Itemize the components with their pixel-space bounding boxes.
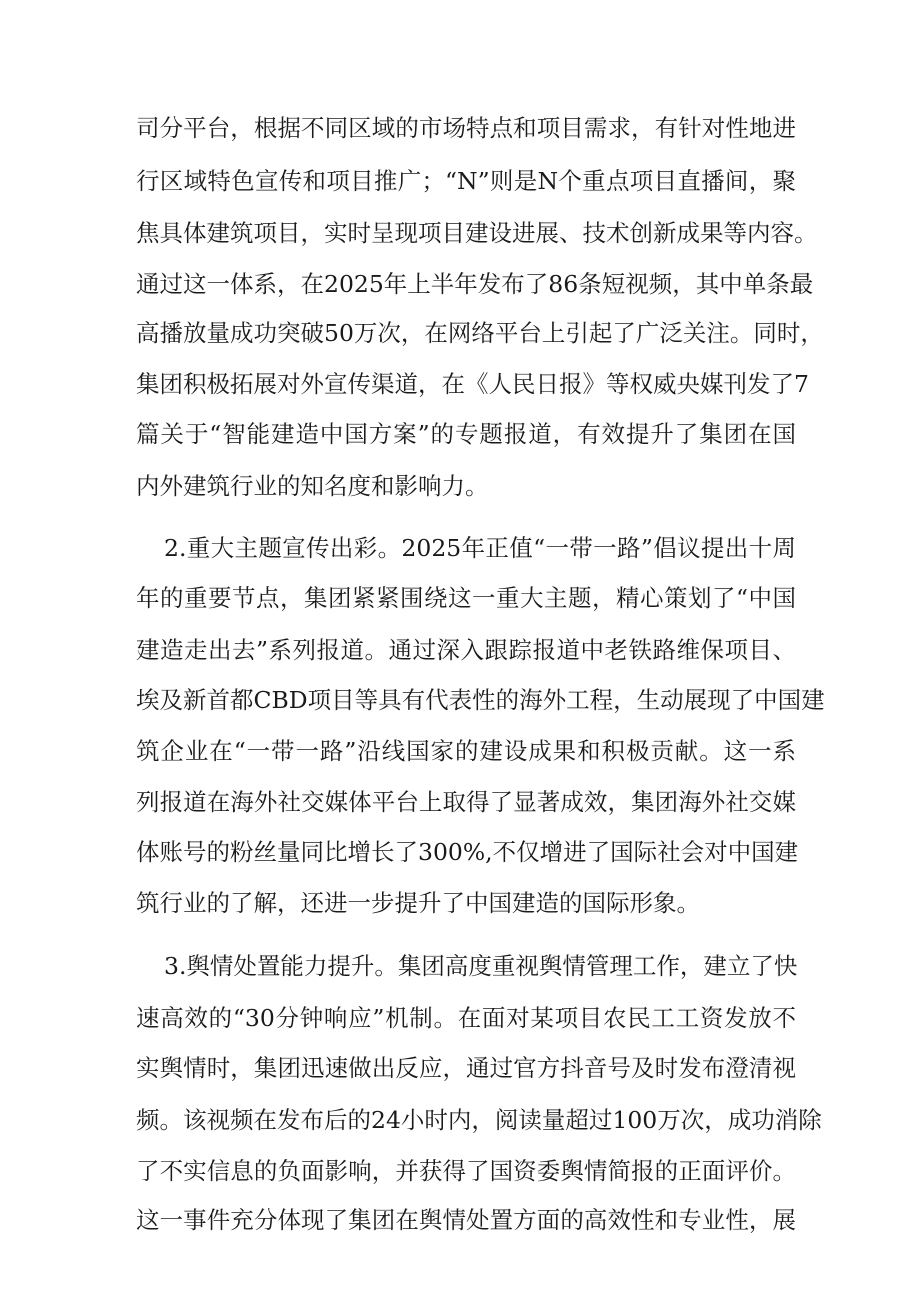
text-line: 高播放量成功突破50万次，在网络平台上引起了广泛关注。同时， xyxy=(136,319,824,347)
text-line: 篇关于“智能建造中国方案”的专题报道，有效提升了集团在国 xyxy=(136,420,796,448)
text-line: 这一事件充分体现了集团在舆情处置方面的高效性和专业性，展 xyxy=(136,1206,796,1234)
text-line: 筑行业的了解，还进一步提升了中国建造的国际形象。 xyxy=(136,889,700,917)
text-line: 筑企业在“一带一路”沿线国家的建设成果和积极贡献。这一系 xyxy=(136,737,796,765)
text-line: 2.重大主题宣传出彩。2025年正值“一带一路”倡议提出十周 xyxy=(164,534,796,562)
text-line: 了不实信息的负面影响，并获得了国资委舆情简报的正面评价。 xyxy=(136,1157,796,1185)
text-line: 通过这一体系，在2025年上半年发布了86条短视频，其中单条最 xyxy=(136,270,814,298)
text-line: 司分平台，根据不同区域的市场特点和项目需求，有针对性地进 xyxy=(136,114,796,142)
text-line: 实舆情时，集团迅速做出反应，通过官方抖音号及时发布澄清视 xyxy=(136,1054,796,1082)
text-line: 集团积极拓展对外宣传渠道，在《人民日报》等权威央媒刊发了7 xyxy=(136,370,809,398)
text-line: 速高效的“30分钟响应”机制。在面对某项目农民工工资发放不 xyxy=(136,1004,796,1032)
text-line: 列报道在海外社交媒体平台上取得了显著成效，集团海外社交媒 xyxy=(136,788,796,816)
text-line: 频。该视频在发布后的24小时内，阅读量超过100万次，成功消除 xyxy=(136,1106,822,1134)
text-line: 年的重要节点，集团紧紧围绕这一重大主题，精心策划了“中国 xyxy=(136,584,796,612)
text-line: 焦具体建筑项目，实时呈现项目建设进展、技术创新成果等内容。 xyxy=(136,219,818,247)
text-line: 体账号的粉丝量同比增长了300%,不仅增进了国际社会对中国建 xyxy=(136,838,799,866)
text-line: 埃及新首都CBD项目等具有代表性的海外工程，生动展现了中国建 xyxy=(136,686,825,714)
text-line: 建造走出去”系列报道。通过深入跟踪报道中老铁路维保项目、 xyxy=(136,636,796,664)
text-line: 3.舆情处置能力提升。集团高度重视舆情管理工作，建立了快 xyxy=(164,952,798,980)
text-line: 内外建筑行业的知名度和影响力。 xyxy=(136,472,489,500)
text-line: 行区域特色宣传和项目推广；“N”则是N个重点项目直播间，聚 xyxy=(136,167,796,195)
